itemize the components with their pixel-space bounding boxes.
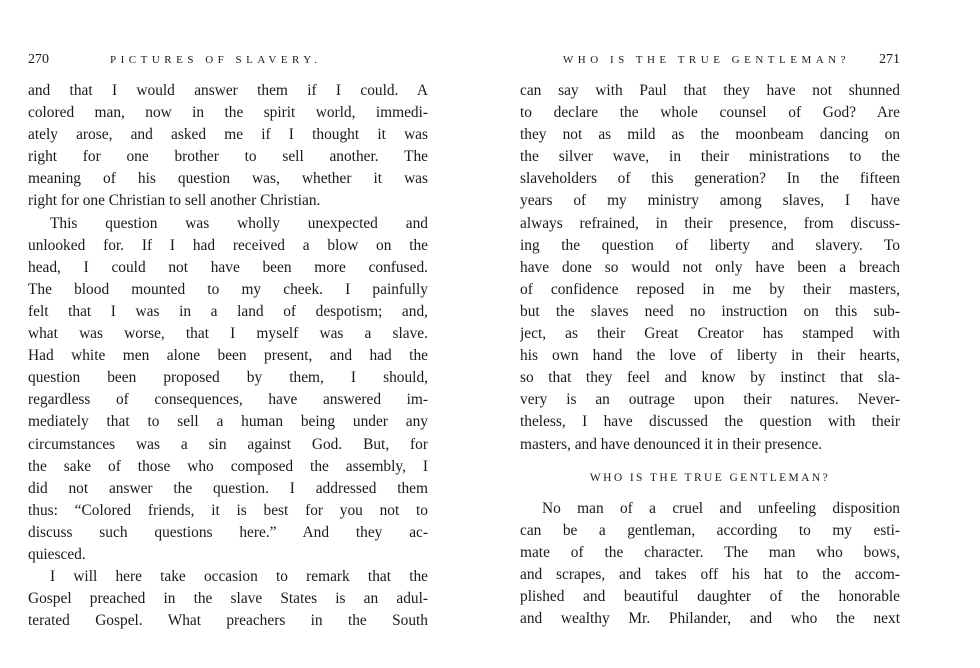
text-line: The blood mounted to my cheek. I painfully (28, 280, 428, 298)
text-line: right for one Christian to sell another Christian. (28, 192, 321, 210)
section-heading: WHO IS THE TRUE GENTLEMAN? (589, 471, 831, 484)
text-line: years of my ministry among slaves, I have (520, 192, 900, 210)
text-line: can be a gentleman, according to my esti- (520, 521, 900, 539)
text-line: question been proposed by them, I should, (28, 369, 428, 387)
text-line: I will here take occasion to remark that the (50, 568, 428, 586)
text-line: the silver wave, in their ministrations to the (520, 148, 900, 166)
text-line: but the slaves need no instruction on this sub- (520, 302, 900, 320)
right-page-text (520, 80, 900, 630)
text-line: his own hand the love of liberty in their hearts, (520, 347, 900, 365)
heading-spacer (520, 486, 900, 498)
text-line: unlooked for. If I had received a blow on the (28, 236, 428, 254)
text-line: masters, and have denounced it in their presence. (520, 435, 823, 453)
text-line: thus: “Colored friends, it is best for you not to (28, 501, 428, 519)
left-running-title: PICTURES OF SLAVERY. (110, 54, 322, 66)
text-line: and scrapes, and takes off his hat to the accom- (520, 565, 900, 583)
left-running-head (28, 52, 428, 72)
text-line: have done so would not only have been a breach (520, 258, 900, 276)
text-line: and wealthy Mr. Philander, and who the next (520, 610, 900, 628)
right-page-number: 271 (879, 52, 900, 67)
text-line: theless, I have discussed the question with their (520, 413, 900, 431)
left-page-number: 270 (28, 52, 49, 67)
text-line: quiesced. (28, 545, 86, 563)
text-line: head, I could not have been more confused. (28, 258, 428, 276)
text-line: right for one brother to sell another. The (28, 148, 428, 166)
text-line: so that they feel and know by instinct that sla- (520, 369, 900, 387)
text-line: what was worse, that I myself was a slave. (28, 325, 428, 343)
text-line: slaveholders of this generation? In the fifteen (520, 170, 900, 188)
text-line: discuss such questions here.” And they ac- (28, 523, 428, 541)
text-line: can say with Paul that they have not shunned (520, 82, 900, 99)
text-line: and that I would answer them if I could. A (28, 82, 428, 99)
text-line: of confidence reposed in me by their masters, (520, 280, 900, 298)
text-line: ing the question of liberty and slavery. To (520, 236, 900, 254)
text-line: This question was wholly unexpected and (50, 214, 428, 232)
text-line: regardless of consequences, have answered im- (28, 391, 428, 409)
text-line: did not answer the question. I addressed them (28, 479, 428, 497)
text-line: colored man, now in the spirit world, immedi- (28, 104, 428, 122)
left-page-text (28, 80, 428, 632)
text-line: felt that I was in a land of despotism; and, (28, 302, 428, 320)
text-line: mediately that to sell a human being under any (28, 413, 428, 431)
text-line: always refrained, in their presence, from discuss- (520, 214, 900, 232)
right-running-title: WHO IS THE TRUE GENTLEMAN? (562, 54, 850, 66)
text-line: terated Gospel. What preachers in the South (28, 612, 428, 630)
text-line: to declare the whole counsel of God? Are (520, 104, 900, 122)
right-running-head (520, 52, 900, 72)
text-line: No man of a cruel and unfeeling disposition (542, 499, 900, 517)
text-line: circumstances was a sin against God. But, for (28, 435, 428, 453)
text-line: Gospel preached in the slave States is an adul- (28, 590, 428, 608)
text-line: mate of the character. The man who bows, (520, 543, 900, 561)
text-line: plished and beautiful daughter of the honorable (520, 587, 900, 605)
text-line: meaning of his question was, whether it was (28, 170, 428, 188)
text-line: ately arose, and asked me if I thought it was (28, 126, 428, 144)
text-line: very is an outrage upon their natures. Never- (520, 391, 900, 409)
text-line: they not as mild as the moonbeam dancing on (520, 126, 900, 144)
text-line: Had white men alone been present, and had the (28, 347, 428, 365)
text-line: the sake of those who composed the assembly, I (28, 457, 428, 475)
text-line: ject, as their Great Creator has stamped with (520, 325, 900, 343)
